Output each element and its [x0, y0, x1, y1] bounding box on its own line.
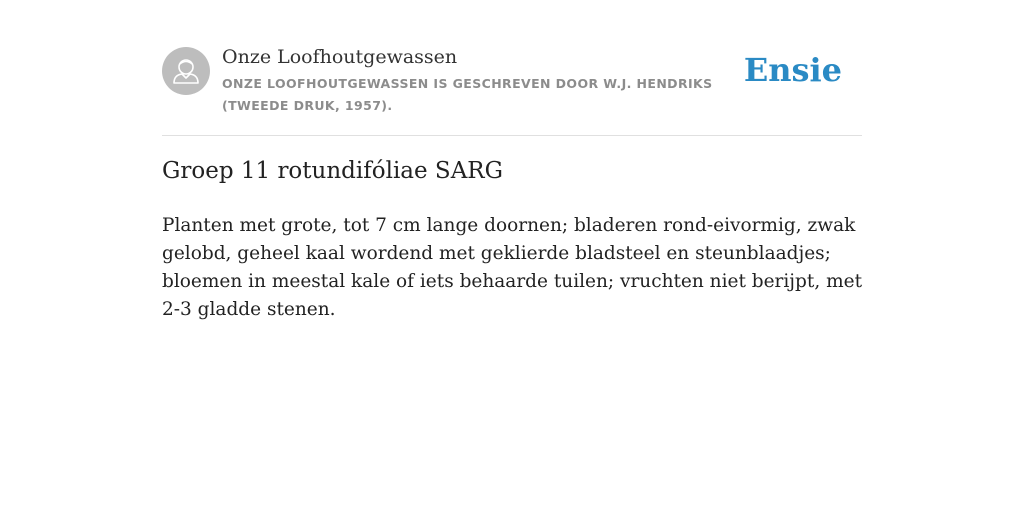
user-silhouette-icon — [162, 47, 210, 95]
page-title: Groep 11 rotundifóliae SARG — [162, 158, 503, 184]
source-title: Onze Loofhoutgewassen — [222, 46, 458, 68]
source-description: ONZE LOOFHOUTGEWASSEN IS GESCHREVEN DOOR W.J. HENDRIKS (TWEEDE DRUK, 1957). — [222, 76, 713, 113]
avatar — [162, 47, 210, 95]
entry-body: Planten met grote, tot 7 cm lange doornen; bladeren rond-eivormig, zwak gelobd, geheel kaal wordend met geklierde bladsteel en steunblaadjes; bloemen in meestal kale of iets behaarde tuilen; vruchten niet berijpt, met 2-3 gladde stenen. — [162, 215, 863, 320]
source-header — [162, 42, 862, 136]
brand-logo[interactable]: Ensie — [743, 51, 842, 89]
